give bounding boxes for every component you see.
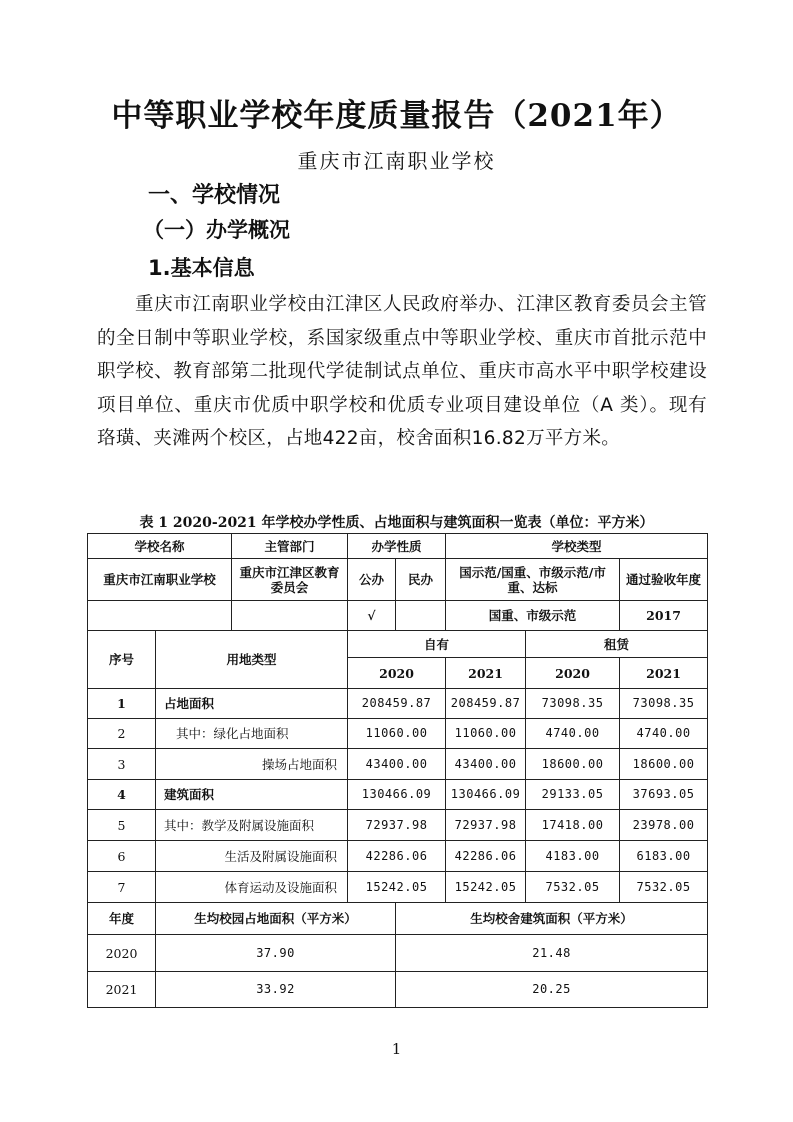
subsection-heading: （一）办学概况: [143, 218, 290, 242]
row-type: 操场占地面积: [156, 749, 348, 780]
table-row: [88, 810, 708, 841]
header-rent-2021: 2021: [620, 658, 708, 689]
header-demo: 国示范/国重、市级示范/市重、达标: [446, 559, 620, 601]
table-row: [88, 872, 708, 903]
row-rent-2021: 18600.00: [620, 749, 708, 780]
cell-authority-cont: [232, 601, 348, 631]
cell-accept-year: 2017: [620, 601, 708, 631]
table-row: [88, 935, 708, 972]
cell-authority: 重庆市江津区教育委员会: [232, 559, 348, 601]
per-student-land: 37.90: [156, 935, 396, 972]
row-rent-2020: 29133.05: [526, 780, 620, 810]
body-paragraph: 重庆市江南职业学校由江津区人民政府举办、江津区教育委员会主管的全日制中等职业学校，系国家级重点中等职业学校、重庆市首批示范中职学校、教育部第二批现代学徒制试点单位、重庆市高水平中职学校建设项目单位、重庆市优质中职学校和优质专业项目建设单位（A 类）。现有珞璜、夹滩两个校区，占地422亩，校舍面积16.82万平方米。: [97, 294, 707, 449]
row-own-2020: 72937.98: [348, 810, 446, 841]
table-row: [88, 972, 708, 1008]
table-row: [88, 780, 708, 810]
cell-private-mark: [396, 601, 446, 631]
row-rent-2021: 6183.00: [620, 841, 708, 872]
header-rent-2020: 2020: [526, 658, 620, 689]
row-type: 生活及附属设施面积: [156, 841, 348, 872]
header-land-type: 用地类型: [156, 631, 348, 689]
page-number: 1: [391, 1040, 402, 1058]
table-row: [88, 841, 708, 872]
row-own-2021: 208459.87: [446, 689, 526, 719]
row-type: 其中：绿化占地面积: [156, 719, 348, 749]
row-no: 1: [88, 689, 156, 719]
header-school-name: 学校名称: [88, 534, 232, 559]
table-row: [88, 719, 708, 749]
row-type: 建筑面积: [156, 780, 348, 810]
row-own-2021: 72937.98: [446, 810, 526, 841]
row-own-2021: 130466.09: [446, 780, 526, 810]
row-no: 7: [88, 872, 156, 903]
header-rent: 租赁: [526, 631, 708, 658]
row-rent-2020: 18600.00: [526, 749, 620, 780]
row-own-2021: 11060.00: [446, 719, 526, 749]
row-no: 3: [88, 749, 156, 780]
header-nature: 办学性质: [348, 534, 446, 559]
per-student-building: 20.25: [396, 972, 708, 1008]
header-school-type: 学校类型: [446, 534, 708, 559]
per-student-year: 2021: [88, 972, 156, 1008]
row-no: 5: [88, 810, 156, 841]
row-no: 2: [88, 719, 156, 749]
cell-demo: 国重、市级示范: [446, 601, 620, 631]
header-public: 公办: [348, 559, 396, 601]
header-authority: 主管部门: [232, 534, 348, 559]
row-rent-2021: 7532.05: [620, 872, 708, 903]
header-private: 民办: [396, 559, 446, 601]
header-own-2021: 2021: [446, 658, 526, 689]
row-rent-2020: 7532.05: [526, 872, 620, 903]
section-heading: 一、学校情况: [148, 183, 281, 208]
row-rent-2021: 73098.35: [620, 689, 708, 719]
header-own-2020: 2020: [348, 658, 446, 689]
header-own: 自有: [348, 631, 526, 658]
per-student-year: 2020: [88, 935, 156, 972]
row-rent-2021: 4740.00: [620, 719, 708, 749]
row-own-2021: 15242.05: [446, 872, 526, 903]
row-no: 6: [88, 841, 156, 872]
table-row: [88, 749, 708, 780]
header-no: 序号: [88, 631, 156, 689]
header-per-student-land: 生均校园占地面积（平方米）: [156, 903, 396, 935]
table-row: [88, 534, 708, 559]
school-data-table: [87, 533, 708, 1008]
row-rent-2020: 4740.00: [526, 719, 620, 749]
row-own-2020: 43400.00: [348, 749, 446, 780]
row-own-2020: 42286.06: [348, 841, 446, 872]
cell-school-name: 重庆市江南职业学校: [88, 559, 232, 601]
row-rent-2020: 4183.00: [526, 841, 620, 872]
row-rent-2021: 23978.00: [620, 810, 708, 841]
row-own-2020: 11060.00: [348, 719, 446, 749]
per-student-land: 33.92: [156, 972, 396, 1008]
row-type: 体育运动及设施面积: [156, 872, 348, 903]
cell-public-mark: √: [348, 601, 396, 631]
sub-subsection-heading: 1.基本信息: [148, 256, 255, 280]
table-row: [88, 631, 708, 658]
row-own-2020: 15242.05: [348, 872, 446, 903]
row-own-2021: 42286.06: [446, 841, 526, 872]
table-row: [88, 601, 708, 631]
row-rent-2020: 73098.35: [526, 689, 620, 719]
per-student-building: 21.48: [396, 935, 708, 972]
header-per-student-building: 生均校舍建筑面积（平方米）: [396, 903, 708, 935]
row-own-2021: 43400.00: [446, 749, 526, 780]
school-name: 重庆市江南职业学校: [297, 149, 496, 173]
table-row: [88, 903, 708, 935]
row-no: 4: [88, 780, 156, 810]
row-own-2020: 130466.09: [348, 780, 446, 810]
row-rent-2020: 17418.00: [526, 810, 620, 841]
page-title: 中等职业学校年度质量报告（2021年）: [111, 98, 682, 134]
header-year: 年度: [88, 903, 156, 935]
table-row: [88, 689, 708, 719]
row-type: 其中：教学及附属设施面积: [156, 810, 348, 841]
table-caption: 表 1 2020-2021 年学校办学性质、占地面积与建筑面积一览表（单位：平方米）: [139, 515, 654, 531]
table-row: [88, 559, 708, 601]
cell-school-name-cont: [88, 601, 232, 631]
row-type: 占地面积: [156, 689, 348, 719]
header-accept-year: 通过验收年度: [620, 559, 708, 601]
row-own-2020: 208459.87: [348, 689, 446, 719]
row-rent-2021: 37693.05: [620, 780, 708, 810]
